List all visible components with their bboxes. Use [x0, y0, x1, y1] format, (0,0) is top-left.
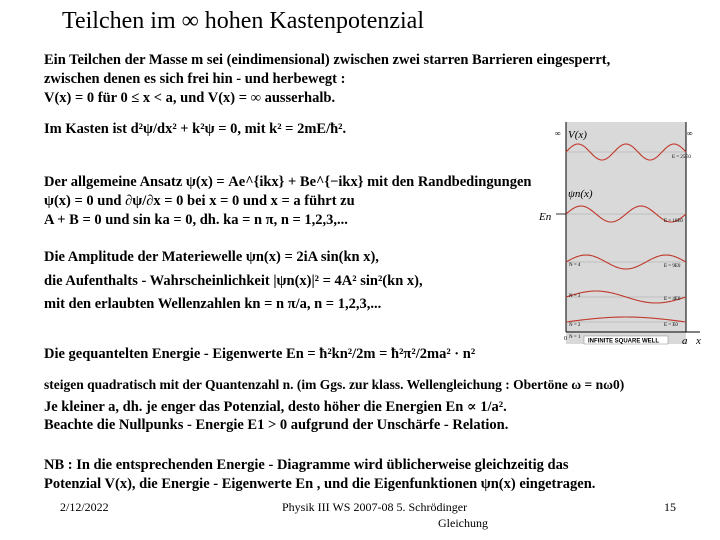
text-line-2: zwischen denen es sich frei hin - und herbewegt :	[44, 71, 346, 87]
text-line-4: Im Kasten ist d²ψ/dx² + k²ψ = 0, mit k² = 2mE/ħ².	[44, 121, 347, 137]
text-line-15: NB : In die entsprechenden Energie - Diagramme wird üblicherweise gleichzeitig das	[44, 457, 569, 473]
diagram-caption: INFINITE SQUARE WELL	[588, 338, 659, 345]
energy-label: En	[539, 211, 552, 223]
top-energy-label: E = 25E0	[672, 155, 691, 160]
text-line-3: V(x) = 0 für 0 ≤ x < a, und V(x) = ∞ ausserhalb.	[44, 90, 336, 106]
text-line-1: Ein Teilchen der Masse m sei (eindimensional) zwischen zwei starren Barrieren eingesperrt,	[44, 52, 611, 68]
text-line-10: mit den erlaubten Wellenzahlen kn = n π/a, n = 1,2,3,...	[44, 296, 382, 312]
box-width-label: a	[682, 335, 688, 347]
psi-label: ψn(x)	[568, 188, 593, 200]
level-label-n1: N = 1	[569, 335, 581, 340]
slide-title: Teilchen im ∞ hohen Kastenpotenzial	[62, 8, 424, 34]
infinite-square-well-diagram	[536, 122, 704, 360]
infinity-left-label: ∞	[555, 129, 561, 138]
level-label-n4: N = 4	[569, 263, 581, 268]
text-line-13: Je kleiner a, dh. je enger das Potenzial, desto höher die Energien En ∝ 1/a².	[44, 399, 507, 415]
energy-value-n1: E = E0	[664, 323, 678, 328]
footer-course-line2: Gleichung	[438, 516, 488, 530]
footer-course-line1: Physik III WS 2007-08 5. Schrödinger	[282, 500, 468, 514]
diagram-panel	[566, 122, 686, 344]
energy-value-n4: E = 16E0	[664, 219, 683, 224]
text-line-6: ψ(x) = 0 und ∂ψ/∂x = 0 bei x = 0 und x = a führt zu	[44, 193, 355, 209]
potential-label: V(x)	[568, 129, 587, 141]
text-line-9: die Aufenthalts - Wahrscheinlichkeit |ψn(x)|² = 4A² sin²(kn x),	[44, 273, 423, 289]
energy-value-n2: E = 4E0	[664, 297, 681, 302]
origin-label: 0	[564, 336, 567, 342]
x-axis-label: x	[696, 335, 701, 347]
text-line-16: Potenzial V(x), die Energie - Eigenwerte En , und die Eigenfunktionen ψn(x) eingetragen.	[44, 476, 596, 492]
infinity-right-label: ∞	[687, 129, 693, 138]
text-line-8: Die Amplitude der Materiewelle ψn(x) = 2iA sin(kn x),	[44, 249, 379, 265]
text-line-11: Die gequantelten Energie - Eigenwerte En = ħ²kn²/2m = ħ²π²/2ma² · n²	[44, 346, 476, 362]
text-line-7: A + B = 0 und sin ka = 0, dh. ka = n π, n = 1,2,3,...	[44, 212, 348, 228]
footer-page-number: 15	[664, 500, 676, 514]
text-line-14: Beachte die Nullpunks - Energie E1 > 0 aufgrund der Unschärfe - Relation.	[44, 417, 509, 433]
level-label-n2: N = 2	[569, 323, 581, 328]
footer-date: 2/12/2022	[60, 500, 109, 514]
text-line-12: steigen quadratisch mit der Quantenzahl n. (im Ggs. zur klass. Wellengleichung : Obertöne ω = nω0)	[44, 377, 625, 392]
level-label-n3: N = 3	[569, 294, 581, 299]
energy-value-n3: E = 9E0	[664, 264, 681, 269]
text-line-5: Der allgemeine Ansatz ψ(x) = Ae^{ikx} + Be^{−ikx} mit den Randbedingungen	[44, 174, 532, 190]
